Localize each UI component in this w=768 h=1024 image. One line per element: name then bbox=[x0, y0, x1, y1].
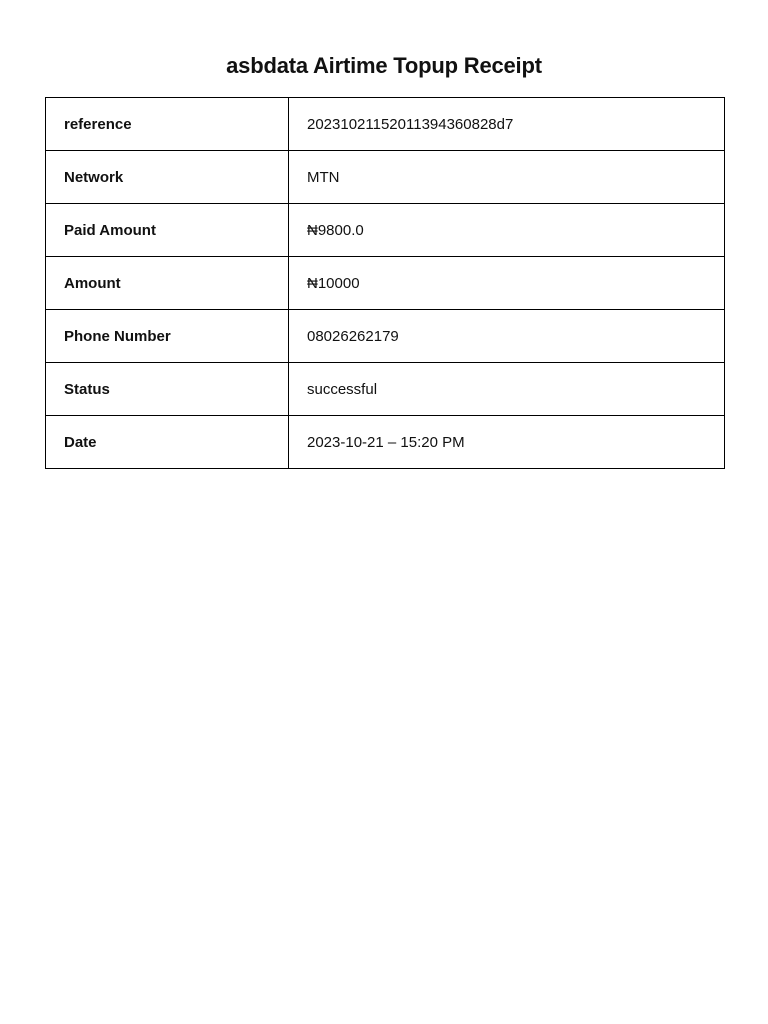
table-row-amount bbox=[46, 257, 725, 310]
table-row-network bbox=[46, 151, 725, 204]
row-value: ₦10000 bbox=[289, 257, 725, 310]
row-value: 08026262179 bbox=[289, 310, 725, 363]
row-value: MTN bbox=[289, 151, 725, 204]
table-row-date bbox=[46, 416, 725, 469]
table-row-status bbox=[46, 363, 725, 416]
table-row-phone-number bbox=[46, 310, 725, 363]
row-label: reference bbox=[46, 98, 289, 151]
row-label: Paid Amount bbox=[46, 204, 289, 257]
row-label: Date bbox=[46, 416, 289, 469]
row-label: Phone Number bbox=[46, 310, 289, 363]
row-value: ₦9800.0 bbox=[289, 204, 725, 257]
table-row-reference bbox=[46, 98, 725, 151]
receipt-table bbox=[45, 97, 725, 469]
table-row-paid-amount bbox=[46, 204, 725, 257]
row-value: 20231021152011394360828d7 bbox=[289, 98, 725, 151]
row-label: Status bbox=[46, 363, 289, 416]
row-label: Network bbox=[46, 151, 289, 204]
row-label: Amount bbox=[46, 257, 289, 310]
row-value: successful bbox=[289, 363, 725, 416]
row-value: 2023-10-21 – 15:20 PM bbox=[289, 416, 725, 469]
receipt-title: asbdata Airtime Topup Receipt bbox=[226, 53, 542, 78]
